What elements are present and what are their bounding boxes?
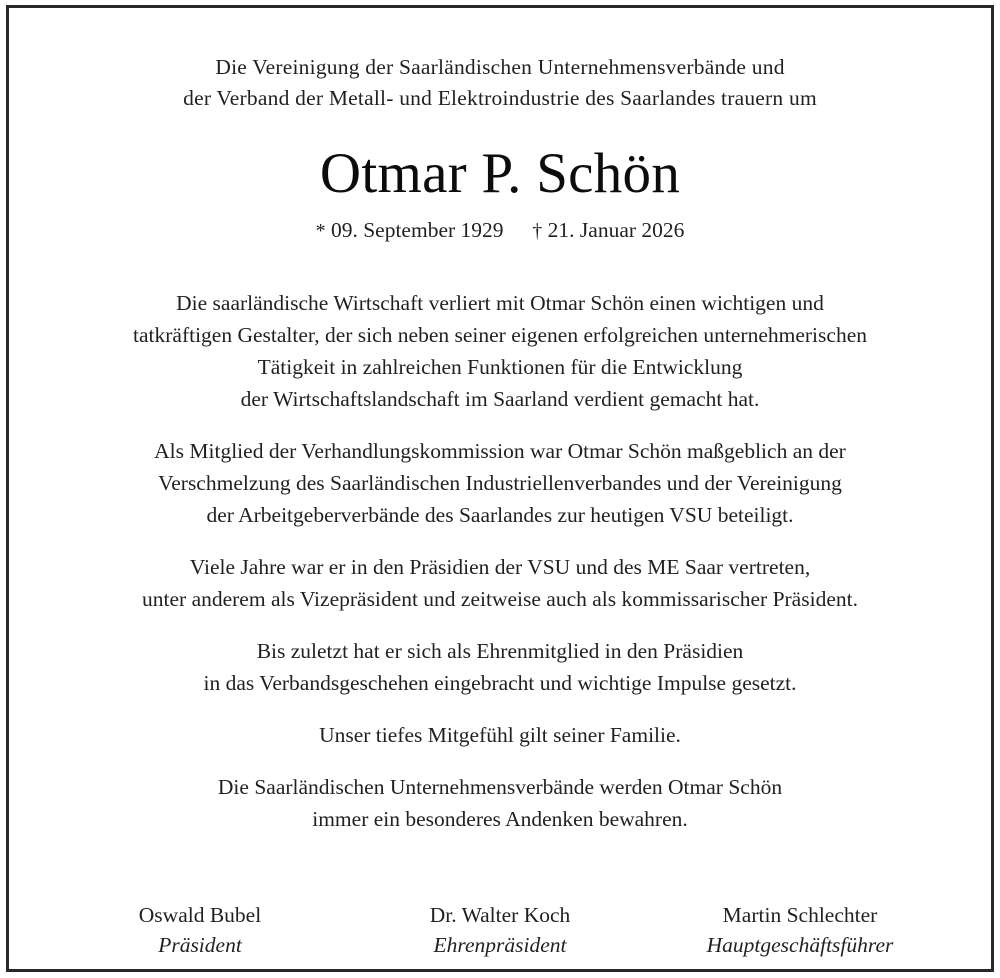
tribute-line: Verschmelzung des Saarländischen Industriellenverbandes und der Vereinigung xyxy=(158,471,842,495)
tribute-line: in das Verbandsgeschehen eingebracht und wichtige Impulse gesetzt. xyxy=(203,671,797,695)
tribute-paragraph xyxy=(31,719,969,751)
tribute-line: Die saarländische Wirtschaft verliert mit Otmar Schön einen wichtigen und xyxy=(176,291,824,315)
tribute-line: unter anderem als Vizepräsident und zeitweise auch als kommissarischer Präsident. xyxy=(142,587,858,611)
tribute-body xyxy=(31,287,969,835)
tribute-line: Als Mitglied der Verhandlungskommission war Otmar Schön maßgeblich an der xyxy=(154,439,846,463)
mourning-header-line-2: der Verband der Metall- und Elektroindustrie des Saarlandes trauern um xyxy=(183,86,817,110)
signatory-honorary-president xyxy=(350,901,650,960)
tribute-line: Unser tiefes Mitgefühl gilt seiner Familie. xyxy=(319,723,681,747)
birth-date: 09. September 1929 xyxy=(330,218,504,242)
tribute-paragraph xyxy=(31,635,969,699)
signatory-president xyxy=(50,901,350,960)
tribute-line: der Arbeitgeberverbände des Saarlandes zur heutigen VSU beteiligt. xyxy=(206,503,794,527)
death-date: 21. Januar 2026 xyxy=(547,218,685,242)
signatory-role: Ehrenpräsident xyxy=(433,933,567,957)
tribute-line: immer ein besonderes Andenken bewahren. xyxy=(312,807,688,831)
tribute-paragraph xyxy=(31,287,969,415)
tribute-line: Tätigkeit in zahlreichen Funktionen für die Entwicklung xyxy=(257,355,743,379)
signatories xyxy=(31,901,969,960)
notice-frame xyxy=(6,5,994,972)
deceased-name: Otmar P. Schön xyxy=(319,142,681,205)
death-symbol-icon: † xyxy=(532,220,543,242)
tribute-line: Viele Jahre war er in den Präsidien der VSU und des ME Saar vertreten, xyxy=(189,555,811,579)
signatory-name: Martin Schlechter xyxy=(722,903,878,927)
tribute-line: der Wirtschaftslandschaft im Saarland verdient gemacht hat. xyxy=(240,387,760,411)
signatory-managing-director xyxy=(650,901,950,960)
signatory-role: Präsident xyxy=(158,933,242,957)
signatory-name: Oswald Bubel xyxy=(138,903,262,927)
signatory-role: Hauptgeschäftsführer xyxy=(706,933,894,957)
mourning-header xyxy=(183,52,817,114)
tribute-line: Die Saarländischen Unternehmensverbände werden Otmar Schön xyxy=(217,775,783,799)
signatory-name: Dr. Walter Koch xyxy=(429,903,571,927)
tribute-paragraph xyxy=(31,435,969,531)
life-dates xyxy=(316,216,685,245)
tribute-paragraph xyxy=(31,771,969,835)
mourning-header-line-1: Die Vereinigung der Saarländischen Unternehmensverbände und xyxy=(215,55,785,79)
tribute-line: Bis zuletzt hat er sich als Ehrenmitglied in den Präsidien xyxy=(256,639,744,663)
birth-symbol-icon: * xyxy=(315,220,326,242)
tribute-line: tatkräftigen Gestalter, der sich neben seiner eigenen erfolgreichen unternehmerischen xyxy=(133,323,867,347)
tribute-paragraph xyxy=(31,551,969,615)
